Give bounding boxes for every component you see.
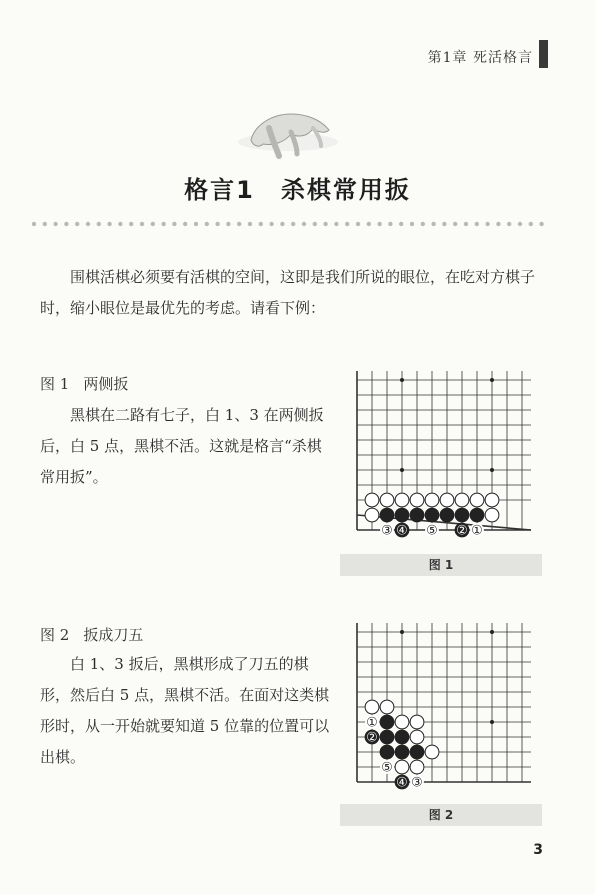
divider-dot xyxy=(475,222,479,226)
figure-2-heading xyxy=(40,624,143,645)
white-stone xyxy=(380,700,394,714)
white-stone xyxy=(410,730,424,744)
divider-dot xyxy=(75,222,79,226)
divider-dot xyxy=(421,222,425,226)
black-stone xyxy=(380,745,394,759)
figure-2-caption: 图 2 xyxy=(340,804,542,826)
star-point xyxy=(400,630,404,634)
dotted-divider xyxy=(30,220,550,228)
move-label xyxy=(410,775,424,790)
move-number: ④ xyxy=(396,523,408,539)
black-stone xyxy=(470,508,484,522)
figure-1-text: 黑棋在二路有七子，白 1、3 在两侧扳后，白 5 点，黑棋不活。这就是格言“杀棋常用扳”。 xyxy=(40,406,324,486)
divider-dot xyxy=(32,222,36,226)
go-board-figure-2 xyxy=(345,622,535,792)
divider-dot xyxy=(259,222,263,226)
white-stone xyxy=(470,493,484,507)
white-stone xyxy=(395,715,409,729)
divider-dot xyxy=(226,222,230,226)
white-stone xyxy=(365,700,379,714)
move-label xyxy=(395,523,409,538)
divider-dot xyxy=(334,222,338,226)
figure-1-caption: 图 1 xyxy=(340,554,542,576)
divider-dot xyxy=(442,222,446,226)
divider-dot xyxy=(539,222,543,226)
divider-dot xyxy=(205,222,209,226)
white-stone xyxy=(410,493,424,507)
divider-dot xyxy=(43,222,47,226)
figure-1-label: 图 1 xyxy=(40,375,70,393)
divider-dot xyxy=(367,222,371,226)
white-stone xyxy=(380,493,394,507)
divider-dot xyxy=(183,222,187,226)
move-label xyxy=(425,523,439,538)
hand-illustration xyxy=(233,102,343,158)
black-stone xyxy=(410,508,424,522)
black-stone xyxy=(440,508,454,522)
move-number: ② xyxy=(456,523,468,539)
star-point xyxy=(490,630,494,634)
intro-paragraph: 围棋活棋必须要有活棋的空间，这即是我们所说的眼位，在吃对方棋子时，缩小眼位是最优先的考虑。请看下例： xyxy=(40,268,536,317)
divider-dot xyxy=(53,222,57,226)
star-point xyxy=(400,468,404,472)
divider-dot xyxy=(269,222,273,226)
move-number: ② xyxy=(366,730,378,746)
divider-dot xyxy=(86,222,90,226)
white-stone xyxy=(425,745,439,759)
move-label xyxy=(395,775,409,790)
divider-dot xyxy=(377,222,381,226)
divider-dot xyxy=(140,222,144,226)
star-point xyxy=(490,468,494,472)
header-bar xyxy=(539,40,548,68)
divider-dot xyxy=(431,222,435,226)
divider-dot xyxy=(464,222,468,226)
white-stone xyxy=(395,493,409,507)
figure-2-name: 扳成刀五 xyxy=(83,626,144,644)
divider-dot xyxy=(507,222,511,226)
divider-dot xyxy=(151,222,155,226)
divider-dot xyxy=(161,222,165,226)
divider-dot xyxy=(399,222,403,226)
star-point xyxy=(490,720,494,724)
divider-dot xyxy=(291,222,295,226)
move-label xyxy=(455,523,469,538)
divider-dot xyxy=(107,222,111,226)
divider-dot xyxy=(529,222,533,226)
divider-dot xyxy=(388,222,392,226)
figure-1-heading xyxy=(40,373,128,394)
star-point xyxy=(490,378,494,382)
divider-dot xyxy=(118,222,122,226)
move-number: ⑤ xyxy=(426,523,438,539)
divider-dot xyxy=(237,222,241,226)
star-point xyxy=(400,378,404,382)
move-number: ① xyxy=(366,715,378,731)
black-stone xyxy=(395,508,409,522)
black-stone xyxy=(380,715,394,729)
white-stone xyxy=(410,715,424,729)
move-number: ① xyxy=(471,523,483,539)
black-stone xyxy=(380,730,394,744)
divider-dot xyxy=(215,222,219,226)
black-stone xyxy=(455,508,469,522)
move-label xyxy=(365,730,379,745)
white-stone xyxy=(365,493,379,507)
divider-dot xyxy=(410,222,414,226)
divider-dot xyxy=(356,222,360,226)
move-label xyxy=(380,760,394,775)
white-stone xyxy=(425,493,439,507)
move-label xyxy=(380,523,394,538)
black-stone xyxy=(425,508,439,522)
move-number: ③ xyxy=(411,775,423,791)
move-number: ④ xyxy=(396,775,408,791)
divider-dot xyxy=(280,222,284,226)
move-number: ⑤ xyxy=(381,760,393,776)
white-stone xyxy=(410,760,424,774)
black-stone xyxy=(380,508,394,522)
divider-dot xyxy=(302,222,306,226)
divider-dot xyxy=(172,222,176,226)
maxim-title: 格言1 杀棋常用扳 xyxy=(184,176,411,204)
divider-dot xyxy=(485,222,489,226)
move-label xyxy=(470,523,484,538)
divider-dot xyxy=(453,222,457,226)
figure-2-label: 图 2 xyxy=(40,626,70,644)
figure-2-text: 白 1、3 扳后，黑棋形成了刀五的棋形，然后白 5 点，黑棋不活。在面对这类棋形时，从一开始就要知道 5 位靠的位置可以出棋。 xyxy=(40,655,330,766)
divider-dot xyxy=(345,222,349,226)
divider-dot xyxy=(313,222,317,226)
page-number: 3 xyxy=(533,842,543,858)
white-stone xyxy=(440,493,454,507)
white-stone xyxy=(455,493,469,507)
white-stone xyxy=(485,508,499,522)
divider-dot xyxy=(248,222,252,226)
divider-dot xyxy=(323,222,327,226)
divider-dot xyxy=(518,222,522,226)
white-stone xyxy=(485,493,499,507)
black-stone xyxy=(410,745,424,759)
move-label xyxy=(365,715,379,730)
divider-dot xyxy=(194,222,198,226)
black-stone xyxy=(395,730,409,744)
white-stone xyxy=(365,508,379,522)
go-board-figure-1 xyxy=(345,370,535,539)
divider-dot xyxy=(97,222,101,226)
white-stone xyxy=(395,760,409,774)
figure-1-name: 两侧扳 xyxy=(83,375,129,393)
move-number: ③ xyxy=(381,523,393,539)
divider-dot xyxy=(64,222,68,226)
black-stone xyxy=(395,745,409,759)
divider-dot xyxy=(496,222,500,226)
divider-dot xyxy=(129,222,133,226)
running-head: 第1章 死活格言 xyxy=(427,50,533,66)
